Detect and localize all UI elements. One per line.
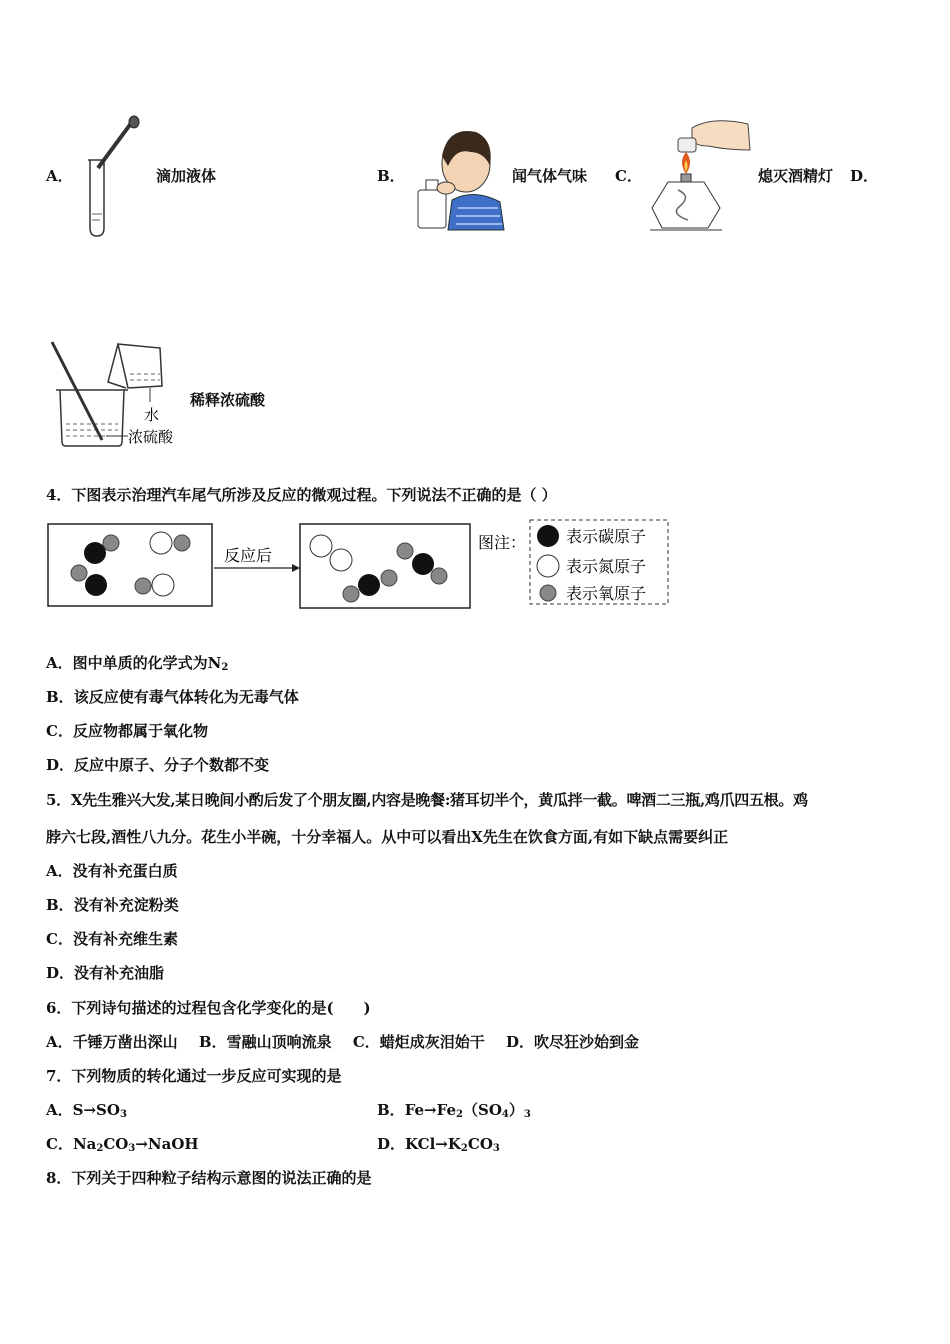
q7-option-a: A．$S\to SO_3$ [46,1101,127,1120]
option-a-caption: 滴加液体 [156,167,217,185]
q4-option-b: B．该反应使有毒气体转化为无毒气体 [46,688,299,706]
option-b-letter: B． [377,167,405,185]
q8-stem: 8．下列关于四种粒子结构示意图的说法正确的是 [46,1169,372,1187]
q4-option-a: A．图中单质的化学式为$N_2$ [46,654,229,673]
oxygen-atom-icon [540,585,556,601]
option-d-caption: 稀释浓硫酸 [190,391,266,409]
dilute-sulfuric-acid-image [46,338,186,450]
q6-option-b: B．雪融山顶响流泉 [198,1033,332,1051]
legend-oxygen: 表示氧原子 [566,584,647,603]
option-a-letter: A． [46,167,73,185]
q5-option-b: B．没有补充淀粉类 [46,896,179,914]
option-b-caption: 闻气体气味 [512,167,588,185]
reaction-diagram [46,518,672,610]
q6-stem: 6．下列诗句描述的过程包含化学变化的是( ) [46,999,371,1017]
q6-option-d: D．吹尽狂沙始到金 [506,1033,640,1051]
arrow-label: 反应后 [224,546,273,565]
legend-nitrogen: 表示氮原子 [566,557,647,576]
q5-option-d: D．没有补充油脂 [46,964,165,982]
q4-option-d: D．反应中原子、分子个数都不变 [46,756,270,774]
q5-option-a: A．没有补充蛋白质 [46,862,178,880]
q4-stem: 4．下图表示治理汽车尾气所涉及反应的微观过程。下列说法不正确的是（ ） [46,486,557,504]
smelling-gas-image [414,122,506,230]
acid-label: 浓硫酸 [128,428,174,446]
carbon-atom-icon [537,525,559,547]
q7-option-b: B．$Fe\to Fe_2(SO_4)_3$ [377,1101,531,1120]
option-d-letter: D． [850,167,879,185]
legend-carbon: 表示碳原子 [566,527,647,546]
q7-option-d: D．$KCl\to K_2CO_3$ [377,1135,500,1154]
alcohol-lamp-image [648,116,754,236]
q7-option-c: C．$Na_2CO_3\to NaOH$ [46,1135,199,1154]
q7-stem: 7．下列物质的转化通过一步反应可实现的是 [46,1067,342,1085]
water-label: 水 [144,406,160,424]
nitrogen-atom-icon [537,555,559,577]
legend-title: 图注： [478,533,527,552]
q6-options-row [46,1031,639,1052]
option-c-caption: 熄灭酒精灯 [758,167,834,185]
q6-option-c: C．蜡炬成灰泪始干 [352,1033,485,1051]
reactants-box [48,524,212,606]
q5-stem-line1: 5．X先生雅兴大发,某日晚间小酌后发了个朋友圈,内容是晚餐:猪耳切半个，黄瓜拌一截。啤酒二三瓶,鸡爪四五根。鸡 [46,791,808,809]
q6-option-a: A．千锤万凿出深山 [46,1033,178,1051]
q5-option-c: C．没有补充维生素 [46,930,178,948]
option-c-letter: C． [615,167,642,185]
dropper-test-tube-image [80,116,142,240]
q4-option-c: C．反应物都属于氧化物 [46,722,208,740]
q5-stem-line2: 脖六七段,酒性八九分。花生小半碗，十分幸福人。从中可以看出X先生在饮食方面,有如下缺点需要纠正 [46,828,729,846]
